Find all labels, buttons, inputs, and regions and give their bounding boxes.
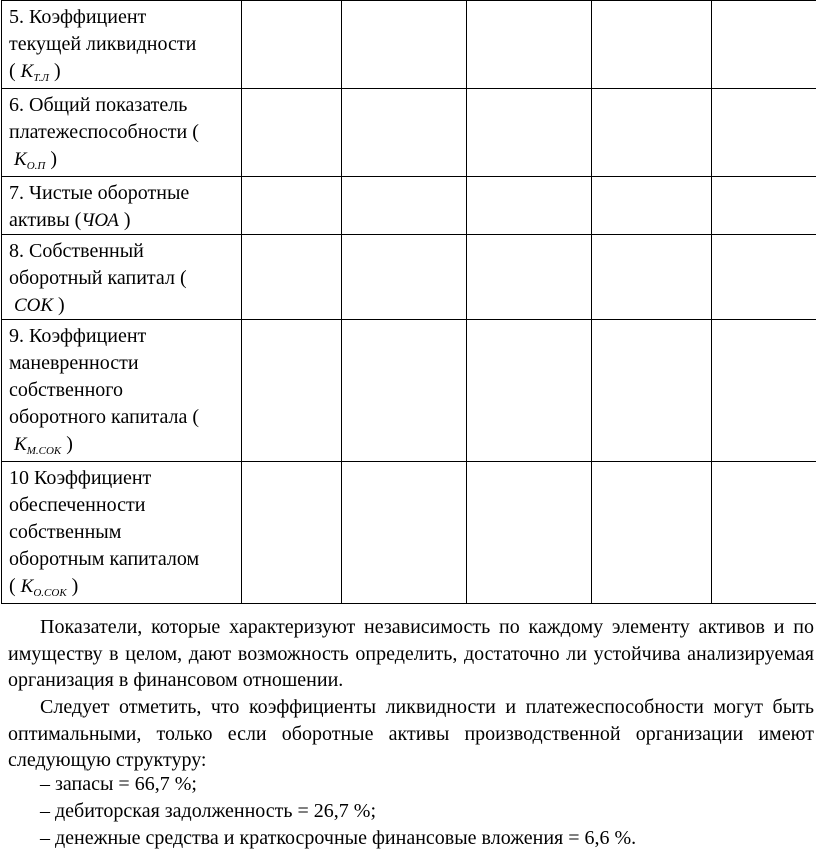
formula-symbol: K [14,149,27,170]
value-cell [712,1,816,89]
value-cell [467,462,592,604]
value-cell [712,177,816,235]
value-cell [712,462,816,604]
formula-symbol: K [20,576,34,597]
value-cell [592,320,712,462]
formula-subscript: М.СОК [26,445,62,457]
row-label-line: 10 Коэффициент [9,467,152,489]
value-cell [242,1,342,89]
indicators-table [1,0,816,604]
value-cell [242,320,342,462]
paren-close: ) [58,294,65,316]
value-cell [242,462,342,604]
value-cell [342,177,467,235]
formula-symbol: СОК [14,295,54,316]
row-label-line: оборотного капитала ( [9,406,200,428]
row-label-line: 8. Собственный [9,240,144,262]
paren-close: ) [66,433,73,455]
table-row [2,177,816,235]
value-cell [592,177,712,235]
value-cell [342,235,467,320]
value-cell [592,462,712,604]
formula-subscript: Т.Л [33,72,49,84]
indicator-name-cell [2,462,242,604]
value-cell [592,1,712,89]
value-cell [242,177,342,235]
table-row [2,462,816,604]
list-item: – денежные средства и краткосрочные финансовые вложения = 6,6 %. [40,827,637,849]
value-cell [342,89,467,177]
indicator-name-cell [2,1,242,89]
table-row [2,320,816,462]
row-label-line: 9. Коэффициент [9,325,147,347]
value-cell [342,1,467,89]
value-cell [467,1,592,89]
body-paragraph [8,694,814,774]
row-label-line: платежеспособности ( [9,121,199,143]
paren-close: ) [123,209,131,231]
table-row [2,235,816,320]
table-row [2,89,816,177]
paren-close: ) [53,60,61,82]
row-label-line: маневренности [9,352,139,374]
formula-subscript: О.СОК [33,587,67,599]
row-label-line: 6. Общий показатель [9,94,188,116]
row-label-line: оборотный капитал ( [9,267,187,289]
value-cell [712,235,816,320]
row-label-line: собственным [9,521,122,543]
value-cell [342,462,467,604]
formula-symbol: ЧОА [81,210,119,231]
row-label-prefix: активы ( [9,209,82,231]
value-cell [242,235,342,320]
row-label-line: собственного [9,379,123,401]
paren-open: ( [9,575,16,597]
row-label-line: оборотным капиталом [9,548,200,570]
indicator-name-cell [2,320,242,462]
indicator-name-cell [2,235,242,320]
value-cell [712,320,816,462]
value-cell [467,177,592,235]
value-cell [242,89,342,177]
formula-symbol: K [14,434,27,455]
list-item: – дебиторская задолженность = 26,7 %; [40,800,377,822]
paragraph-text: Следует отметить, что коэффициенты ликвидности и платежеспособности могут быть оптимальными, только если оборотные активы производственной организации имеют следующую структуру: [8,696,814,771]
value-cell [592,89,712,177]
value-cell [342,320,467,462]
table-row [2,1,816,89]
formula-subscript: О.П [26,160,46,172]
paren-open: ( [9,60,16,82]
value-cell [467,89,592,177]
value-cell [592,235,712,320]
row-label-line: текущей ликвидности [9,33,197,55]
body-paragraph [8,614,814,694]
row-label-line: обеспеченности [9,494,146,516]
indicator-name-cell [2,177,242,235]
paren-close: ) [71,575,79,597]
paragraph-text: Показатели, которые характеризуют независимость по каждому элементу активов и по имуществу в целом, дают возможность определить, достаточно ли устойчива анализируемая организация в финансовом отношении. [8,616,814,691]
row-label-line: 5. Коэффициент [9,6,147,28]
list-item: – запасы = 66,7 %; [40,773,197,795]
formula-symbol: K [20,61,34,82]
paren-close: ) [50,148,57,170]
indicator-name-cell [2,89,242,177]
value-cell [712,89,816,177]
row-label-line: 7. Чистые оборотные [9,182,190,204]
value-cell [467,235,592,320]
value-cell [467,320,592,462]
